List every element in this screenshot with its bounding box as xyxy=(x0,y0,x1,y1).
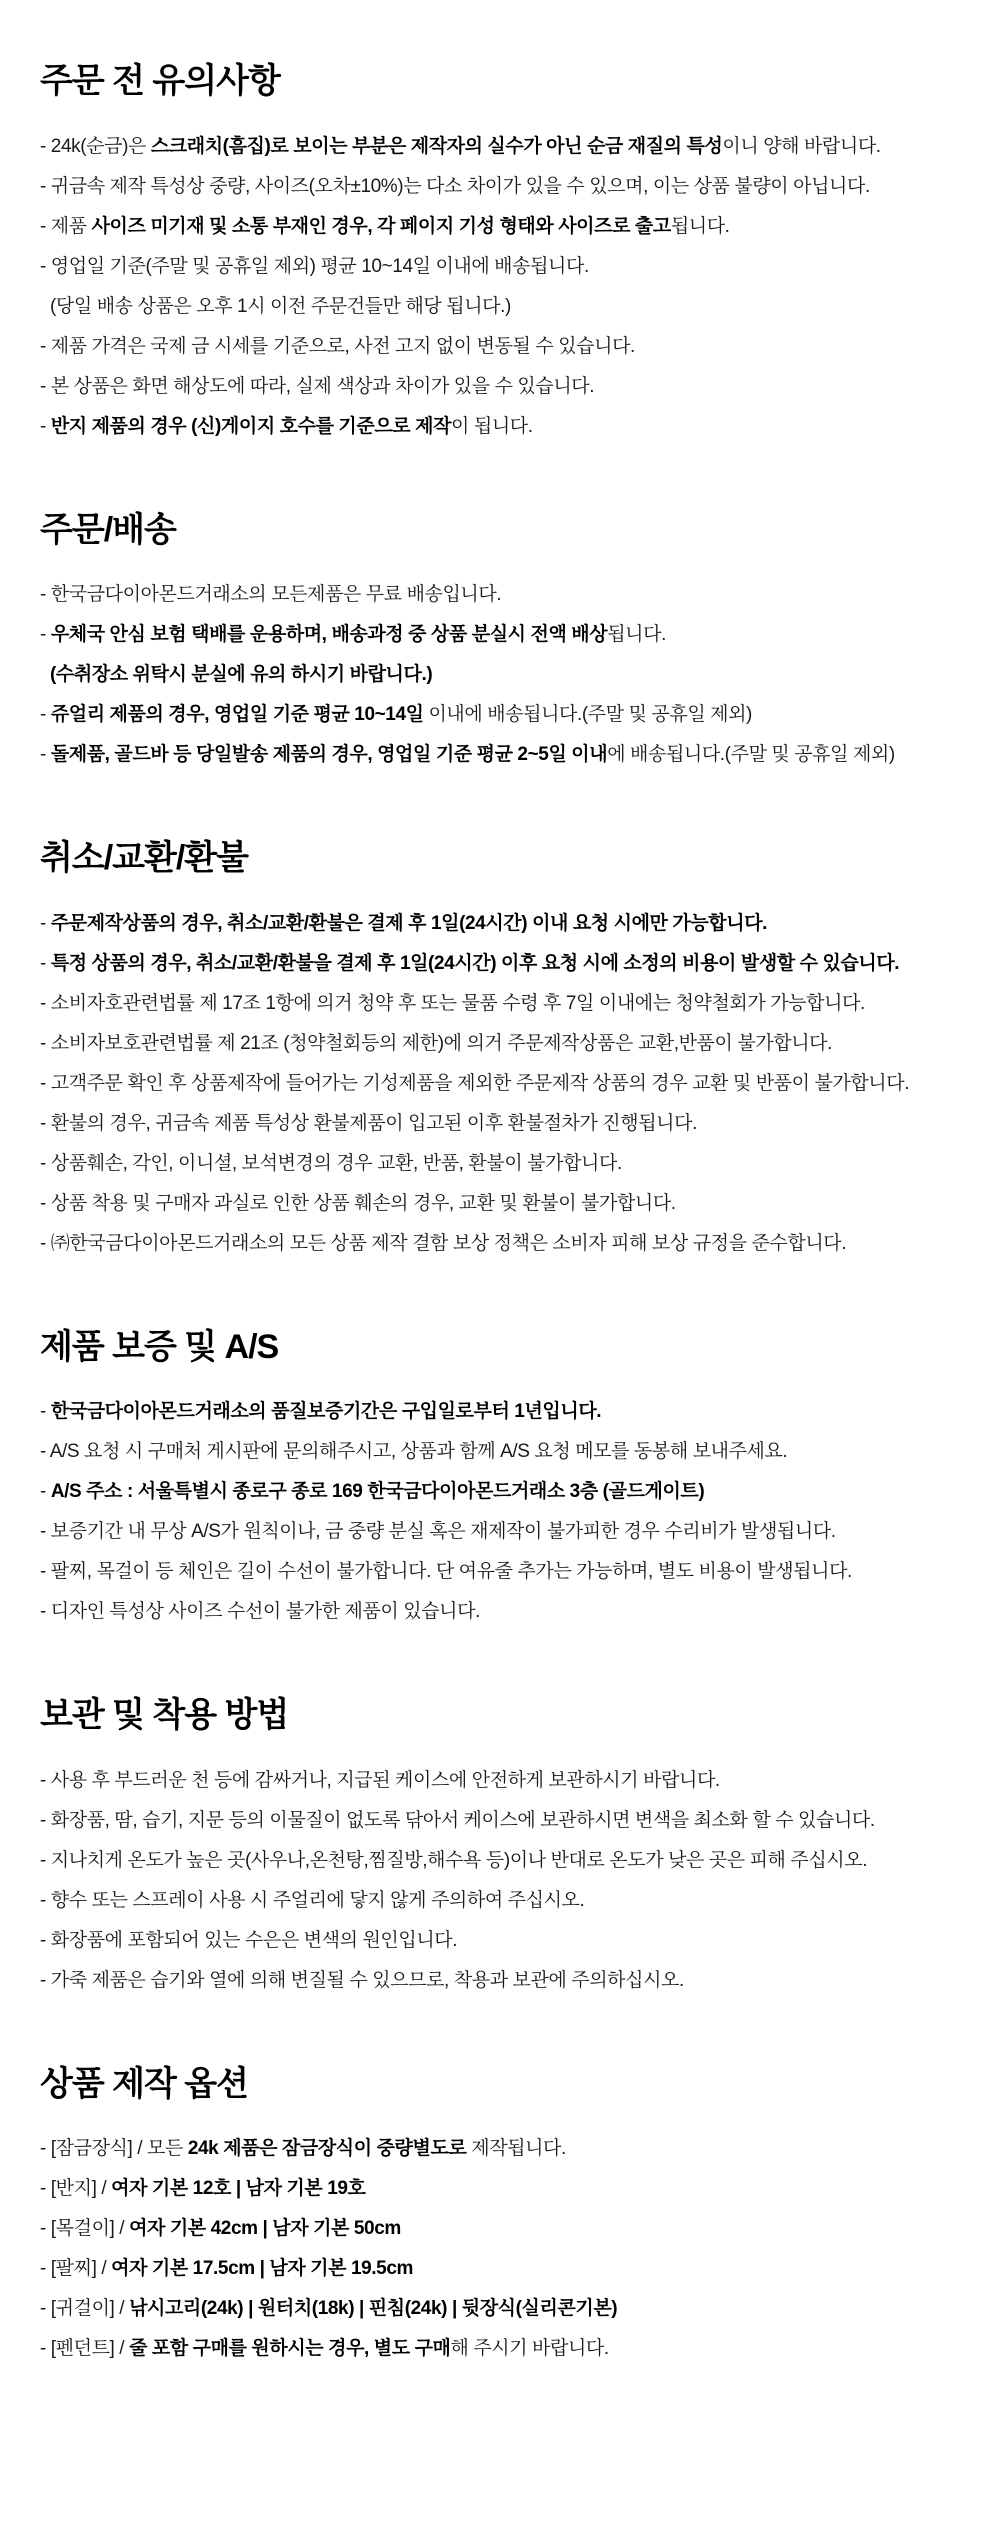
notice-text: 됩니다. xyxy=(670,215,730,237)
notice-item xyxy=(40,1881,960,1921)
notice-text: - 제품 가격은 국제 금 시세를 기준으로, 사전 고지 없이 변동될 수 있습니다. xyxy=(40,335,635,357)
notice-text-emphasis: 사이즈 미기재 및 소통 부재인 경우, 각 페이지 기성 형태와 사이즈로 출고 xyxy=(91,215,671,237)
section-cancel-exchange-refund xyxy=(40,837,960,1264)
notice-item xyxy=(40,1961,960,2001)
section-heading: 보관 및 착용 방법 xyxy=(40,1696,289,1734)
section-product-options xyxy=(40,2063,960,2370)
notice-item xyxy=(40,127,960,167)
notice-text: 이니 양해 바랍니다. xyxy=(722,135,881,157)
section-item-list xyxy=(40,1761,960,2001)
notice-text: - 소비자보호관련법률 제 21조 (청약철회등의 제한)에 의거 주문제작상품은 교환,반품이 불가합니다. xyxy=(40,1032,832,1054)
notice-item xyxy=(40,1512,960,1552)
notice-item xyxy=(40,944,960,984)
notice-text: - 본 상품은 화면 해상도에 따라, 실제 색상과 차이가 있을 수 있습니다. xyxy=(40,375,595,397)
section-heading: 취소/교환/환불 xyxy=(40,839,248,877)
notice-text: 이 됩니다. xyxy=(451,415,533,437)
notice-item xyxy=(40,575,960,615)
section-heading: 상품 제작 옵션 xyxy=(40,2064,248,2103)
section-heading: 주문 전 유의사항 xyxy=(40,62,280,100)
notice-item xyxy=(40,1761,960,1801)
notice-item xyxy=(40,1392,960,1432)
notice-text: - xyxy=(40,415,51,437)
notice-text: - [귀걸이] / xyxy=(40,2298,130,2319)
notice-text: - 화장품, 땀, 습기, 지문 등의 이물질이 없도록 닦아서 케이스에 보관하시면 변색을 최소화 할 수 있습니다. xyxy=(40,1809,875,1831)
notice-item xyxy=(40,207,960,247)
notice-text: - 디자인 특성상 사이즈 수선이 불가한 제품이 있습니다. xyxy=(40,1601,480,1622)
section-item-list xyxy=(40,1392,960,1632)
notice-item xyxy=(40,1184,960,1224)
notice-text-emphasis: 돌제품, 골드바 등 당일발송 제품의 경우, 영업일 기준 평균 2~5일 이내 xyxy=(50,744,608,765)
notice-item xyxy=(40,735,960,775)
notice-text: - [잠금장식] / 모든 xyxy=(40,2138,188,2159)
notice-item xyxy=(40,1432,960,1472)
notice-text: - xyxy=(40,704,51,725)
notice-text: 에 배송됩니다.(주말 및 공휴일 제외) xyxy=(607,744,895,765)
notice-text-emphasis: A/S 주소 : 서울특별시 종로구 종로 169 한국금다이아몬드거래소 3층 (골드게이트) xyxy=(50,1481,705,1502)
notice-item xyxy=(40,1104,960,1144)
notice-text: - xyxy=(40,1481,51,1502)
section-warranty-as xyxy=(40,1326,960,1633)
notice-item xyxy=(40,2289,960,2329)
notice-text: - 팔찌, 목걸이 등 체인은 길이 수선이 불가합니다. 단 여유줄 추가는 가능하며, 별도 비용이 발생됩니다. xyxy=(40,1561,852,1582)
notice-text-emphasis: 주문제작상품의 경우, 취소/교환/환불은 결제 후 1일(24시간) 이내 요청 시에만 가능합니다. xyxy=(50,912,768,934)
notice-item xyxy=(40,1472,960,1512)
notice-item xyxy=(40,615,960,655)
section-item-list xyxy=(40,575,960,775)
notice-item xyxy=(40,984,960,1024)
notice-text: 됩니다. xyxy=(607,624,666,645)
notice-item xyxy=(40,1841,960,1881)
section-item-list xyxy=(40,127,960,447)
notice-text: - xyxy=(40,744,51,765)
notice-item xyxy=(40,2169,960,2209)
notice-text: - 소비자호관련법률 제 17조 1항에 의거 청약 후 또는 물품 수령 후 7일 이내에는 청약철회가 가능합니다. xyxy=(40,992,865,1014)
notice-text: - 화장품에 포함되어 있는 수은은 변색의 원인입니다. xyxy=(40,1929,458,1951)
notice-text: - ㈜한국금다이아몬드거래소의 모든 상품 제작 결함 보상 정책은 소비자 피해 보상 규정을 준수합니다. xyxy=(40,1232,847,1254)
notice-text-emphasis: 줄 포함 구매를 원하시는 경우, 별도 구매 xyxy=(129,2338,451,2359)
notice-text: - xyxy=(40,624,51,645)
notice-text: - 가죽 제품은 습기와 열에 의해 변질될 수 있으므로, 착용과 보관에 주의하십시오. xyxy=(40,1969,684,1991)
notice-item xyxy=(40,695,960,735)
notice-item xyxy=(40,2249,960,2289)
notice-text: - 상품훼손, 각인, 이니셜, 보석변경의 경우 교환, 반품, 환불이 불가합니다. xyxy=(40,1152,622,1174)
notice-item xyxy=(40,1064,960,1104)
notice-text: - 제품 xyxy=(40,215,92,237)
notice-item xyxy=(40,655,960,695)
notice-text: - [팔찌] / xyxy=(40,2258,112,2279)
notice-item xyxy=(40,367,960,407)
section-item-list xyxy=(40,2129,960,2369)
section-heading: 제품 보증 및 A/S xyxy=(40,1327,279,1366)
notice-text: (당일 배송 상품은 오후 1시 이전 주문건들만 해당 됩니다.) xyxy=(50,295,511,317)
notice-item xyxy=(40,287,960,327)
notice-text-emphasis: 여자 기본 12호 | 남자 기본 19호 xyxy=(111,2178,366,2199)
notice-text: 이내에 배송됩니다.(주말 및 공휴일 제외) xyxy=(423,704,752,725)
notice-text-emphasis: 쥬얼리 제품의 경우, 영업일 기준 평균 10~14일 xyxy=(50,704,424,725)
notice-text: - 보증기간 내 무상 A/S가 원칙이나, 금 중량 분실 혹은 재제작이 불가피한 경우 수리비가 발생됩니다. xyxy=(40,1521,836,1542)
notice-text: - 한국금다이아몬드거래소의 모든제품은 무료 배송입니다. xyxy=(40,584,502,605)
section-pre-order-notes xyxy=(40,60,960,447)
notice-text: - 상품 착용 및 구매자 과실로 인한 상품 훼손의 경우, 교환 및 환불이 불가합니다. xyxy=(40,1192,676,1214)
notice-item xyxy=(40,2129,960,2169)
notice-text-emphasis: 낚시고리(24k) | 원터치(18k) | 핀침(24k) | 뒷장식(실리콘기본) xyxy=(129,2298,618,2319)
notice-item xyxy=(40,247,960,287)
notice-text: - 환불의 경우, 귀금속 제품 특성상 환불제품이 입고된 이후 환불절차가 진행됩니다. xyxy=(40,1112,697,1134)
notice-text-emphasis: 여자 기본 17.5cm | 남자 기본 19.5cm xyxy=(111,2258,414,2279)
notice-text: - xyxy=(40,952,51,974)
notice-item xyxy=(40,2209,960,2249)
notice-text-emphasis: 한국금다이아몬드거래소의 품질보증기간은 구입일로부터 1년입니다. xyxy=(50,1401,602,1422)
section-item-list xyxy=(40,904,960,1264)
notice-text: - 사용 후 부드러운 천 등에 감싸거나, 지급된 케이스에 안전하게 보관하시기 바랍니다. xyxy=(40,1769,720,1791)
notice-text-emphasis: 스크래치(흠집)로 보이는 부분은 제작자의 실수가 아닌 순금 재질의 특성 xyxy=(150,135,723,157)
notice-item xyxy=(40,167,960,207)
notice-text: - xyxy=(40,912,51,934)
notice-item xyxy=(40,904,960,944)
notice-item xyxy=(40,1024,960,1064)
notice-text: - A/S 요청 시 구매처 게시판에 문의해주시고, 상품과 함께 A/S 요청 메모를 동봉해 보내주세요. xyxy=(40,1441,788,1462)
notice-item xyxy=(40,2329,960,2369)
notice-text: 해 주시기 바랍니다. xyxy=(450,2338,609,2359)
notice-text: - 향수 또는 스프레이 사용 시 주얼리에 닿지 않게 주의하여 주십시오. xyxy=(40,1889,585,1911)
notice-item xyxy=(40,407,960,447)
notice-item xyxy=(40,1801,960,1841)
notice-text-emphasis: 여자 기본 42cm | 남자 기본 50cm xyxy=(129,2218,401,2239)
notice-text: - [목걸이] / xyxy=(40,2218,130,2239)
notice-text: - [펜던트] / xyxy=(40,2338,130,2359)
notice-text: - [반지] / xyxy=(40,2178,112,2199)
notice-text: 제작됩니다. xyxy=(466,2138,566,2159)
notice-text-emphasis: 24k 제품은 잠금장식이 중량별도로 xyxy=(187,2138,467,2159)
notice-text-emphasis: 우체국 안심 보험 택배를 운용하며, 배송과정 중 상품 분실시 전액 배상 xyxy=(50,624,608,645)
notice-text: - xyxy=(40,1401,51,1422)
notice-text-emphasis: 특정 상품의 경우, 취소/교환/환불을 결제 후 1일(24시간) 이후 요청 시에 소정의 비용이 발생할 수 있습니다. xyxy=(50,952,900,974)
notice-text: - 지나치게 온도가 높은 곳(사우나,온천탕,찜질방,해수욕 등)이나 반대로 온도가 낮은 곳은 피해 주십시오. xyxy=(40,1849,868,1871)
notice-item xyxy=(40,1144,960,1184)
notice-text: - 24k(순금)은 xyxy=(40,135,151,157)
notice-item xyxy=(40,1592,960,1632)
notice-text: - 귀금속 제작 특성상 중량, 사이즈(오차±10%)는 다소 차이가 있을 수 있으며, 이는 상품 불량이 아닙니다. xyxy=(40,175,870,197)
section-heading: 주문/배송 xyxy=(40,510,176,549)
notice-text: - 영업일 기준(주말 및 공휴일 제외) 평균 10~14일 이내에 배송됩니다. xyxy=(40,255,589,277)
notice-item xyxy=(40,1224,960,1264)
notice-text-emphasis: (수취장소 위탁시 분실에 유의 하시기 바랍니다.) xyxy=(50,664,433,685)
notice-item xyxy=(40,1921,960,1961)
section-order-shipping xyxy=(40,509,960,776)
section-storage-wearing xyxy=(40,1694,960,2001)
notice-text: - 고객주문 확인 후 상품제작에 들어가는 기성제품을 제외한 주문제작 상품의 경우 교환 및 반품이 불가합니다. xyxy=(40,1072,910,1094)
notice-text-emphasis: 반지 제품의 경우 (신)게이지 호수를 기준으로 제작 xyxy=(50,415,452,437)
notice-item xyxy=(40,327,960,367)
notice-item xyxy=(40,1552,960,1592)
